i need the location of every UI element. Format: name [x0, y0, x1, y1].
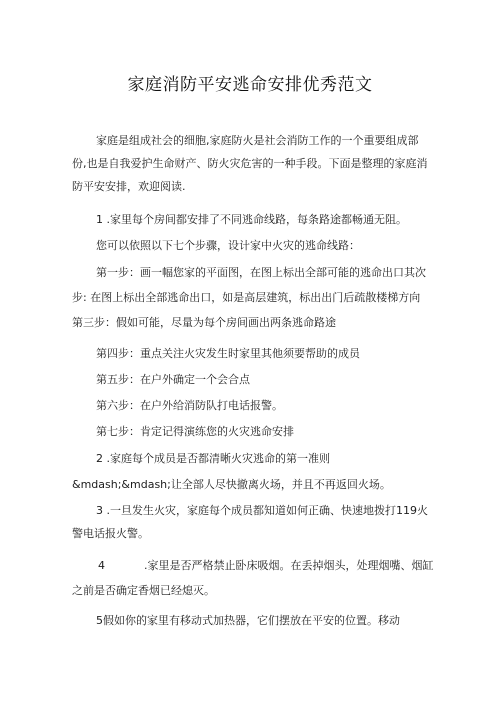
item-3: 3 .一旦发生火灾，家庭每个成员都知道如何正确、快速地拨打119火警电话报火警。	[72, 504, 428, 540]
item-2: 2 .家庭每个成员是否都清晰火灾逃命的第一准则	[96, 452, 330, 465]
document-title: 家庭消防平安逃命安排优秀范文	[127, 75, 373, 95]
intro-paragraph: 家庭是组成社会的细胞,家庭防火是社会消防工作的一个重要组成部份,也是自我爱护生命财产、防火灾危害的一种手段。下面是整理的家庭消防平安安排，欢迎阅读.	[72, 134, 428, 193]
step-1-line-1: 第一步：画一幅您家的平面图，在图上标出全部可能的逃命出口其次	[96, 266, 426, 279]
item-1-sub: 您可以依照以下七个步骤，设计家中火灾的逃命线路：	[96, 239, 360, 252]
item-4-line-2: 之前是否确定香烟已经熄灭。	[72, 584, 215, 597]
item-5: 5假如你的家里有移动式加热器，它们摆放在平安的位置。移动	[96, 614, 400, 627]
item-4-line-1	[72, 554, 432, 577]
step-4: 第四步：重点关注火灾发生时家里其他须要帮助的成员	[96, 347, 360, 360]
item-2-sub: &mdash;&mdash;让全部人尽快撤离火场，并且不再返回火场。	[72, 478, 391, 491]
item-4-text: .家里是否严格禁止卧床吸烟。在丢掉烟头，处理烟嘴、烟缸	[144, 559, 434, 572]
step-7: 第七步：肯定记得演练您的火灾逃命安排	[96, 425, 294, 438]
step-6: 第六步：在户外给消防队打电话报警。	[96, 399, 283, 412]
step-3: 第三步：假如可能，尽量为每个房间画出两条逃命路途	[72, 316, 336, 329]
item-4-number: 4	[98, 559, 105, 572]
step-1-line-2: 步: 在图上标出全部逃命出口，如是高层建筑，标出出门后疏散楼梯方向	[72, 291, 421, 304]
step-5: 第五步：在户外确定一个会合点	[96, 373, 250, 386]
item-1: 1 .家里每个房间都安排了不同逃命线路，每条路途都畅通无阻。	[96, 213, 407, 226]
